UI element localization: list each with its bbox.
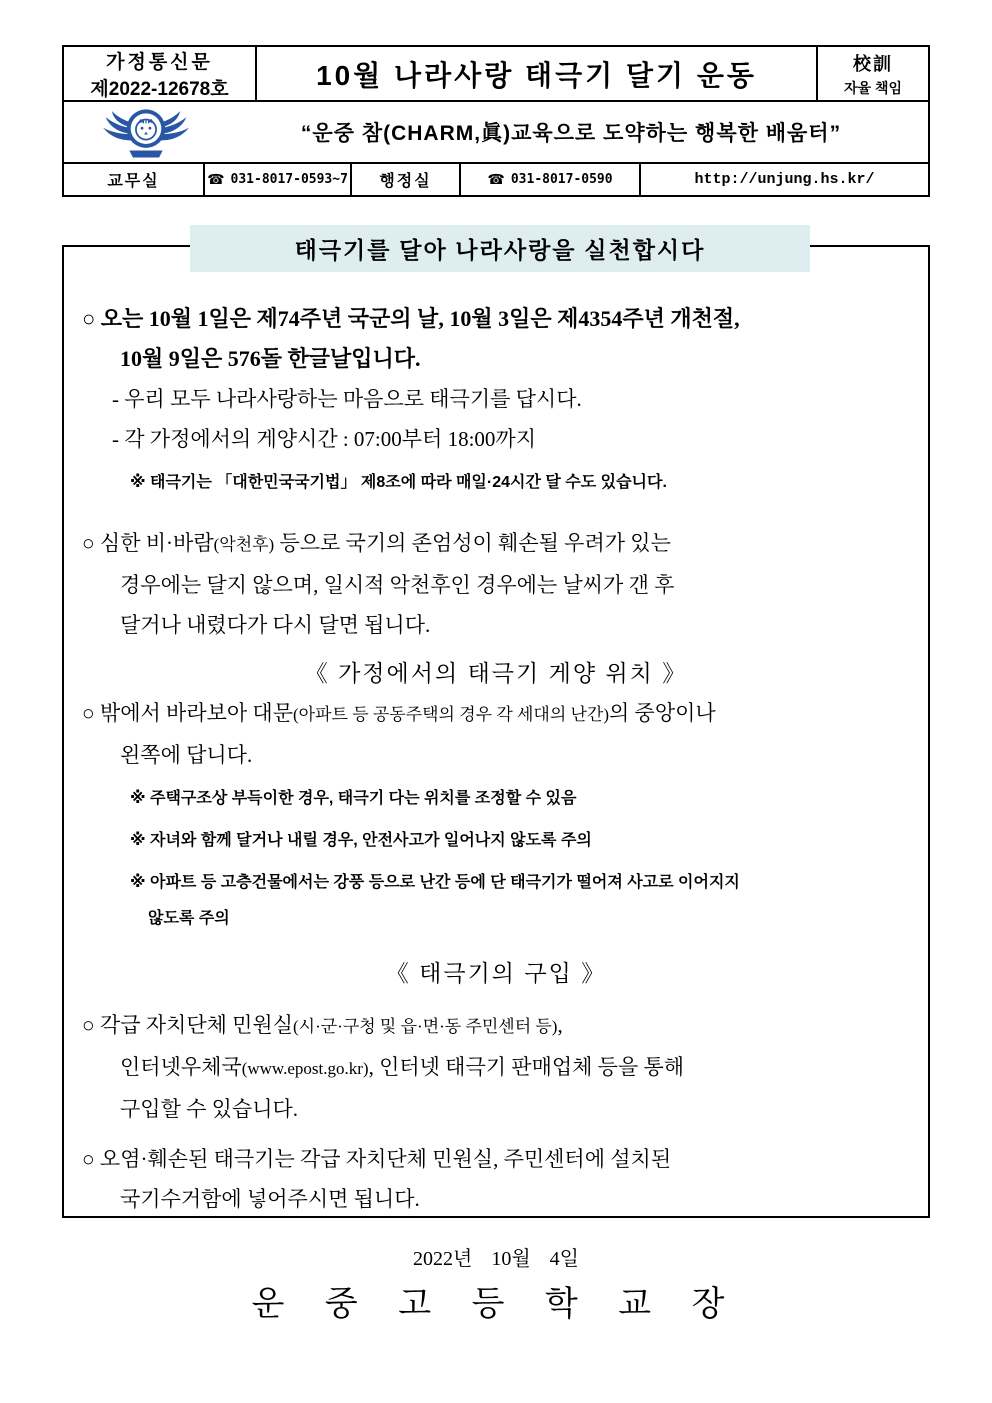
motto-label: 校訓 xyxy=(853,53,893,74)
admin-phone-number: 031-8017-0590 xyxy=(510,172,613,187)
notice-line: 구입할 수 있습니다. xyxy=(120,1097,299,1121)
notice-footnote: ※ 아파트 등 고층건물에서는 강풍 등으로 난간 등에 단 태극기가 떨어져 사고로 이어지지 xyxy=(130,874,740,891)
page-title: 10월 나라사랑 태극기 달기 운동 xyxy=(316,59,757,91)
header-row-slogan xyxy=(64,102,928,164)
notice-line: ○ 심한 비·바람(악천후) 등으로 국기의 존엄성이 훼손될 우려가 있는 xyxy=(82,531,671,555)
principal-signature: 운 중 고 등 학 교 장 xyxy=(251,1286,741,1323)
section-heading-flag-purchase: 《 태극기의 구입 》 xyxy=(385,960,607,986)
notice-line: ○ 밖에서 바라보아 대문(아파트 등 공동주택의 경우 각 세대의 난간)의 중앙이나 xyxy=(82,701,716,725)
header-table xyxy=(62,45,930,197)
admin-office-phone xyxy=(461,164,641,195)
notice-footnote: 않도록 주의 xyxy=(148,910,230,927)
notice-line: ○ 오는 10월 1일은 제74주년 국군의 날, 10월 3일은 제4354주년 개천절, xyxy=(82,306,740,331)
notice-footnote: ※ 자녀와 함께 달거나 내릴 경우, 안전사고가 일어나지 않도록 주의 xyxy=(130,832,592,849)
header-row-title xyxy=(64,47,928,102)
notice-footnote: ※ 태극기는 「대한민국국기법」 제8조에 따라 매일·24시간 달 수도 있습니다. xyxy=(130,474,667,491)
school-slogan: “운중 참(CHARM,眞)교육으로 도약하는 행복한 배움터” xyxy=(300,122,842,145)
school-emblem-logo xyxy=(100,105,192,161)
notice-line: 왼쪽에 답니다. xyxy=(120,743,253,767)
notice-line: 달거나 내렸다가 다시 달면 됩니다. xyxy=(120,613,431,637)
notice-subitem: - 각 가정에서의 게양시간 : 07:00부터 18:00까지 xyxy=(112,427,536,451)
notice-line: 인터넷우체국(www.epost.go.kr), 인터넷 태극기 판매업체 등을 통해 xyxy=(120,1055,685,1079)
notice-line: 국기수거함에 넣어주시면 됩니다. xyxy=(120,1187,420,1211)
notice-line: ○ 오염·훼손된 태극기는 각급 자치단체 민원실, 주민센터에 설치된 xyxy=(82,1147,672,1171)
admin-office-label: 행정실 xyxy=(352,164,461,195)
motto-text: 자율 책임 xyxy=(844,79,902,96)
notice-body xyxy=(62,245,930,1218)
motto-cell xyxy=(816,47,928,100)
doc-info-cell xyxy=(64,47,257,100)
office-phone xyxy=(205,164,352,195)
section-heading-flag-position: 《 가정에서의 태극기 게양 위치 》 xyxy=(304,660,688,686)
office-phone-number: 031-8017-0593~7 xyxy=(230,172,348,187)
notice-line: ○ 각급 자치단체 민원실(시·군·구청 및 읍·면·동 주민센터 등), xyxy=(82,1013,563,1037)
notice-subitem: - 우리 모두 나라사랑하는 마음으로 태극기를 답시다. xyxy=(112,387,582,411)
notice-line: 경우에는 달지 않으며, 일시적 악천후인 경우에는 날씨가 갠 후 xyxy=(120,573,675,597)
doc-number: 제2022-12678호 xyxy=(90,78,229,100)
banner-title: 태극기를 달아 나라사랑을 실천합시다 xyxy=(190,225,810,272)
office-label: 교무실 xyxy=(64,164,205,195)
phone-icon: ☎ xyxy=(487,171,505,188)
notice-line: 10월 9일은 576돌 한글날입니다. xyxy=(120,346,421,371)
issue-date: 2022년 10월 4일 xyxy=(413,1248,579,1270)
doc-type-label: 가정통신문 xyxy=(106,51,213,73)
header-row-contacts xyxy=(64,164,928,195)
phone-icon: ☎ xyxy=(207,171,225,188)
website-url: http://unjung.hs.kr/ xyxy=(694,171,875,188)
notice-footnote: ※ 주택구조상 부득이한 경우, 태극기 다는 위치를 조정할 수 있음 xyxy=(130,790,577,807)
